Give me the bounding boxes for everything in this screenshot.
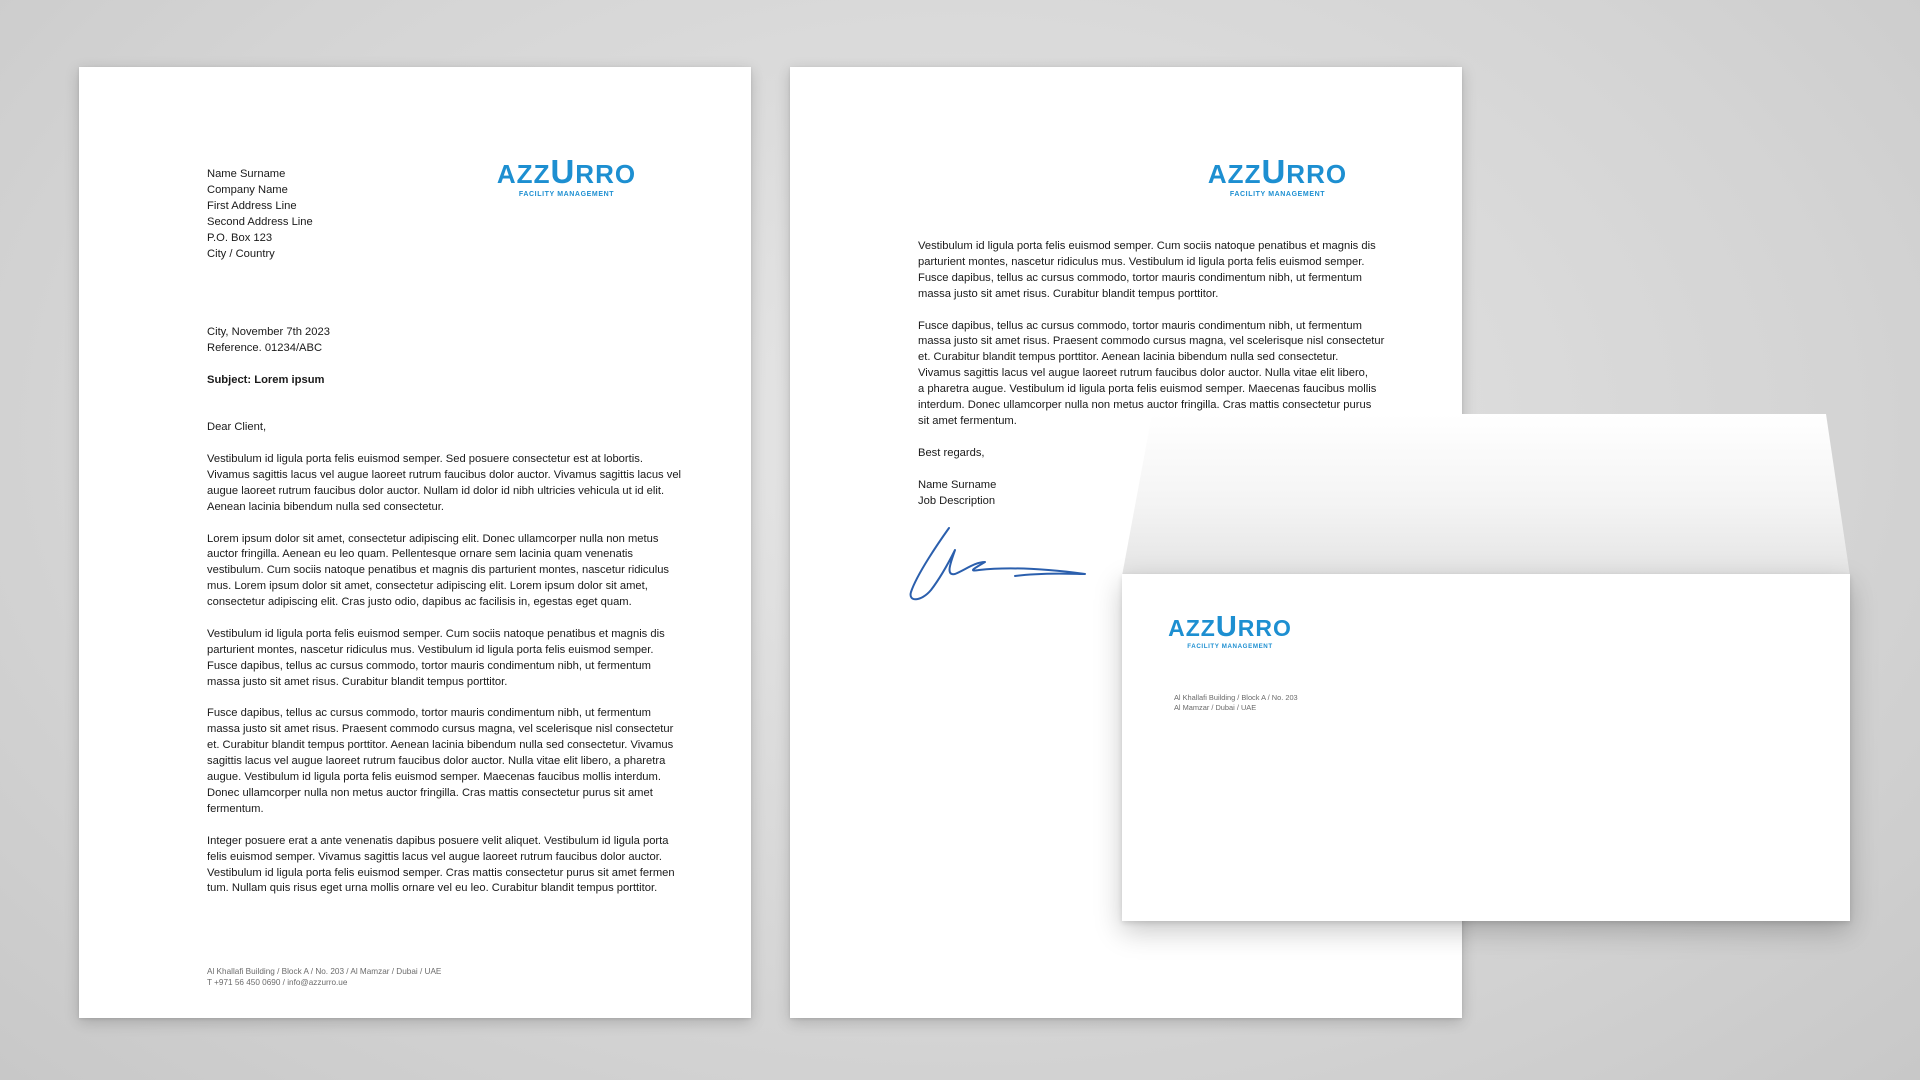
recipient-line: P.O. Box 123 bbox=[207, 231, 273, 244]
envelope-address-line: Al Khallafi Building / Block A / No. 203 bbox=[1174, 693, 1298, 702]
body-line: vestibulum. Cum sociis natoque penatibus et magnis dis parturient montes, nascetur ridiculus bbox=[207, 564, 670, 577]
envelope-address-line: Al Mamzar / Dubai / UAE bbox=[1174, 703, 1257, 712]
letter-page-1 bbox=[79, 67, 751, 1018]
logo-text-prefix: AZZ bbox=[1207, 159, 1262, 189]
body-paragraph bbox=[918, 239, 1418, 303]
letter-footer bbox=[207, 967, 441, 988]
body-paragraph bbox=[207, 627, 727, 691]
signature-stroke bbox=[911, 528, 1085, 599]
body-line: a pharetra augue. Vestibulum id ligula porta felis euismod semper. Maecenas faucibus mollis bbox=[918, 383, 1377, 396]
body-line: Aenean lacinia bibendum nulla sed consectetur. bbox=[207, 500, 444, 513]
signer-name: Name Surname bbox=[918, 478, 997, 491]
body-line: Vestibulum id ligula porta felis euismod semper. Sed posuere consectetur est at lobortis. bbox=[207, 453, 643, 465]
date-reference bbox=[207, 325, 507, 357]
logo-tagline: FACILITY MANAGEMENT bbox=[518, 191, 615, 198]
logo-text-suffix: RRO bbox=[1286, 159, 1348, 189]
recipient-line: Name Surname bbox=[207, 168, 286, 180]
body-line: Fusce dapibus, tellus ac cursus commodo, tortor mauris condimentum nibh, ut fermentum bbox=[918, 271, 1362, 284]
recipient-line: Company Name bbox=[207, 183, 288, 196]
logo-tagline: FACILITY MANAGEMENT bbox=[1229, 191, 1326, 198]
recipient-line: First Address Line bbox=[207, 199, 297, 212]
letter-date: City, November 7th 2023 bbox=[207, 326, 330, 338]
body-line: Integer posuere erat a ante venenatis dapibus posuere velit aliquet. Vestibulum id ligula porta bbox=[207, 834, 669, 847]
body-line: massa justo sit amet risus. Curabitur blandit tempus porttitor. bbox=[207, 675, 508, 688]
body-line: augue laoreet rutrum faucibus dolor auctor. Nullam id dolor id nibh ultricies vehicula ut id elit. bbox=[207, 484, 665, 497]
logo-tagline: FACILITY MANAGEMENT bbox=[1187, 643, 1273, 650]
body-line: fermentum. bbox=[207, 802, 264, 815]
body-line: sit amet fermentum. bbox=[918, 414, 1017, 427]
body-line: Fusce dapibus, tellus ac cursus commodo, tortor mauris condimentum nibh, ut fermentum bbox=[918, 319, 1362, 332]
body-line: mus. Lorem ipsum dolor sit amet, consectetur adipiscing elit. Lorem ipsum dolor sit amet, bbox=[207, 580, 648, 593]
letter-subject: Subject: Lorem ipsum bbox=[207, 374, 325, 386]
recipient-address bbox=[207, 167, 507, 262]
body-line: felis euismod semper. Vivamus sagittis lacus vel augue laoreet rutrum faucibus dolor auctor. bbox=[207, 850, 662, 863]
envelope-flap bbox=[1122, 414, 1850, 576]
body-line: tum. Nullam quis risus eget urna mollis ornare vel eu leo. Curabitur blandit tempus porttitor. bbox=[207, 882, 658, 895]
body-line: parturient montes, nascetur ridiculus mus. Vestibulum id ligula porta felis euismod semper. bbox=[207, 643, 654, 656]
body-paragraph bbox=[207, 834, 727, 898]
body-line: Lorem ipsum dolor sit amet, consectetur adipiscing elit. Donec ullamcorper nulla non metus bbox=[207, 532, 659, 545]
body-line: Vestibulum id ligula porta felis euismod semper. Cum sociis natoque penatibus et magnis dis bbox=[207, 627, 665, 640]
body-paragraph bbox=[207, 532, 727, 612]
body-paragraph bbox=[207, 452, 727, 516]
body-line: Vivamus sagittis lacus vel augue laoreet rutrum faucibus dolor auctor. Nulla vitae elit libero, bbox=[918, 367, 1369, 380]
body-line: parturient montes, nascetur ridiculus mus. Vestibulum id ligula porta felis euismod semper. bbox=[918, 255, 1365, 268]
logo-text-suffix: RRO bbox=[575, 159, 637, 189]
logo-text-suffix: RRO bbox=[1237, 615, 1292, 641]
closing: Best regards, bbox=[918, 446, 985, 459]
letter-greeting: Dear Client, bbox=[207, 421, 267, 433]
body-line: sagittis lacus vel augue laoreet rutrum faucibus dolor auctor. Nulla vitae elit libero, a pharetra bbox=[207, 755, 666, 768]
envelope bbox=[1122, 414, 1850, 921]
letter-body bbox=[207, 452, 727, 913]
logo-text-u: U bbox=[1215, 611, 1238, 643]
body-line: auctor fringilla. Aenean eu leo quam. Pellentesque ornare sem lacinia quam venenatis bbox=[207, 548, 634, 561]
envelope-return-address bbox=[1174, 693, 1298, 713]
recipient-line: Second Address Line bbox=[207, 215, 313, 228]
recipient-line: City / Country bbox=[207, 247, 275, 260]
signer-title: Job Description bbox=[918, 494, 996, 507]
body-line: massa justo sit amet risus. Praesent commodo cursus magna, vel scelerisque nisl consectetur bbox=[207, 723, 674, 736]
body-paragraph bbox=[207, 706, 727, 817]
brand-logo bbox=[494, 153, 639, 198]
body-line: Vestibulum id ligula porta felis euismod semper. Cum sociis natoque penatibus et magnis dis bbox=[918, 240, 1376, 252]
envelope-front bbox=[1122, 574, 1850, 921]
footer-address: Al Khallafi Building / Block A / No. 203 / Al Mamzar / Dubai / UAE bbox=[207, 967, 442, 976]
body-line: et. Curabitur blandit tempus porttitor. Aenean lacinia bibendum nulla sed consectetur. bbox=[918, 351, 1339, 364]
logo-text-u: U bbox=[550, 153, 576, 190]
signature bbox=[905, 522, 1095, 612]
letter-reference: Reference. 01234/ABC bbox=[207, 341, 323, 354]
footer-contact: T +971 56 450 0690 / info@azzurro.ue bbox=[207, 977, 348, 987]
logo-text-prefix: AZZ bbox=[496, 159, 551, 189]
body-line: et. Curabitur blandit tempus porttitor. Aenean lacinia bibendum nulla sed consectetur. Vivamus bbox=[207, 739, 674, 752]
body-line: consectetur adipiscing elit. Cras justo odio, dapibus ac facilisis in, egestas eget quam. bbox=[207, 596, 632, 609]
brand-logo bbox=[1205, 153, 1350, 198]
logo-text-prefix: AZZ bbox=[1168, 615, 1216, 641]
body-line: Fusce dapibus, tellus ac cursus commodo, tortor mauris condimentum nibh, ut fermentum bbox=[207, 707, 651, 720]
body-line: Vivamus sagittis lacus vel augue laoreet rutrum faucibus dolor auctor. Vivamus sagittis lacus vel bbox=[207, 468, 682, 481]
brand-logo bbox=[1166, 611, 1294, 650]
body-line: Donec ullamcorper nulla non metus auctor fringilla. Cras mattis consectetur purus sit amet bbox=[207, 786, 653, 799]
body-line: Vestibulum id ligula porta felis euismod semper. Cras mattis consectetur purus sit amet fermen bbox=[207, 866, 675, 879]
body-line: massa justo sit amet risus. Praesent commodo cursus magna, vel scelerisque nisl consectetur bbox=[918, 335, 1385, 348]
body-line: Fusce dapibus, tellus ac cursus commodo, tortor mauris condimentum nibh, ut fermentum bbox=[207, 659, 651, 672]
body-line: interdum. Donec ullamcorper nulla non metus auctor fringilla. Cras mattis consectetur purus bbox=[918, 399, 1372, 412]
logo-text-u: U bbox=[1261, 153, 1287, 190]
body-line: massa justo sit amet risus. Curabitur blandit tempus porttitor. bbox=[918, 287, 1219, 300]
body-line: augue. Vestibulum id ligula porta felis euismod semper. Maecenas faucibus mollis interdum. bbox=[207, 771, 661, 784]
